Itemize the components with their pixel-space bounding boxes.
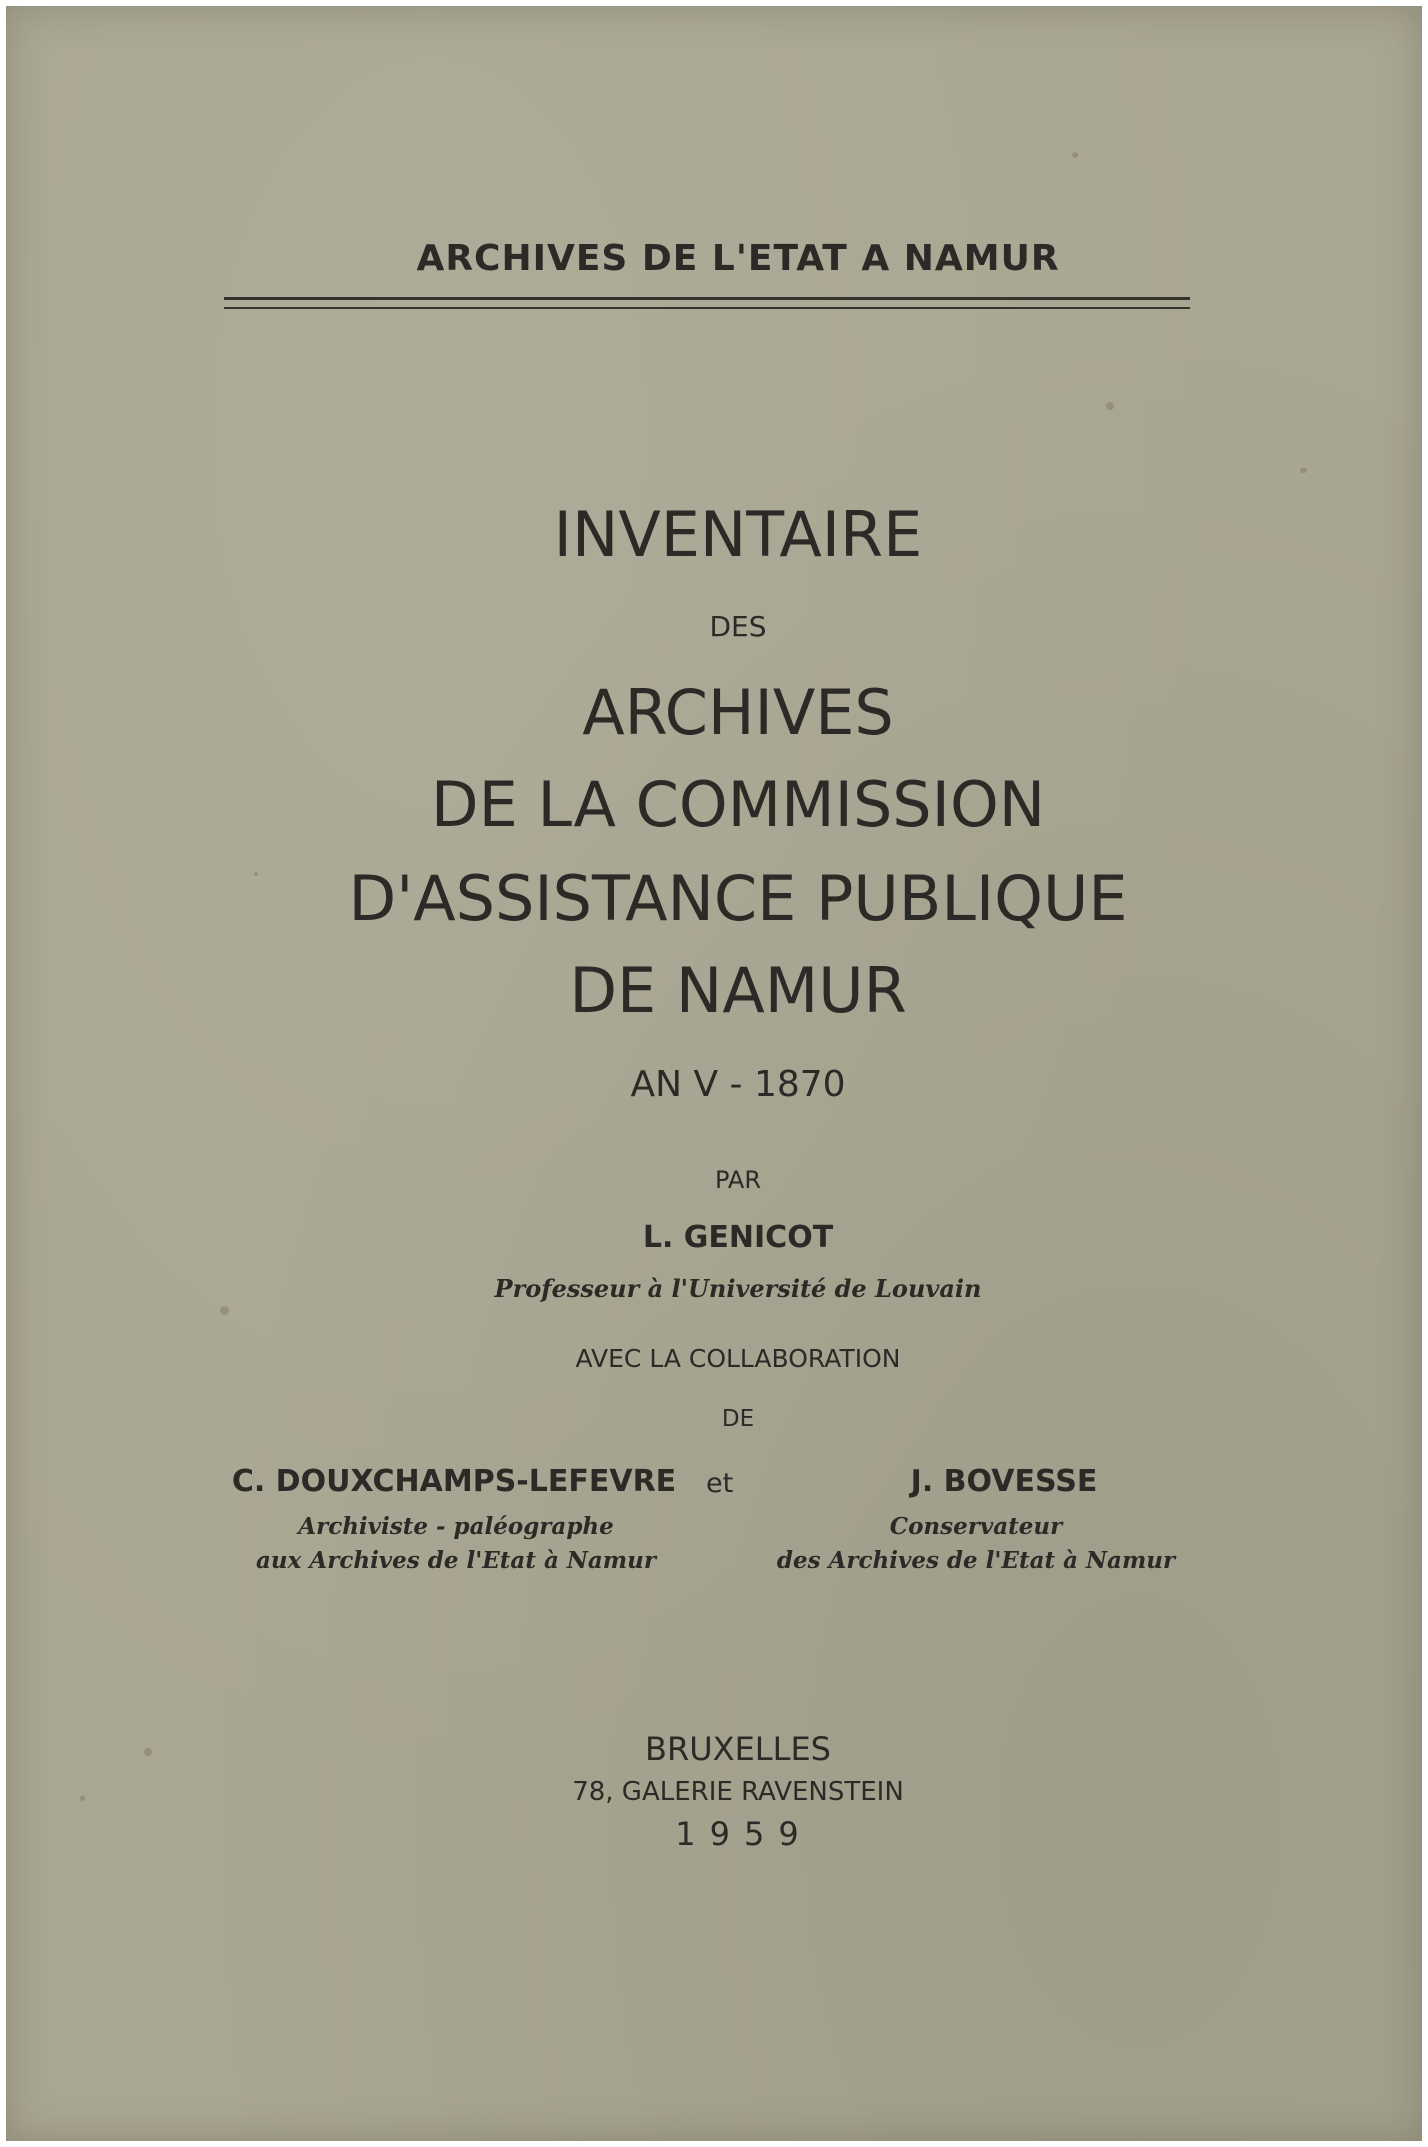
collaborator-left-role-line2: aux Archives de l'Etat à Namur [256, 1547, 656, 1574]
header-rule-bottom [224, 307, 1190, 309]
collaborator-right-role-line2: des Archives de l'Etat à Namur [776, 1547, 1176, 1574]
author-par: PAR [714, 1166, 762, 1194]
collaborator-right-role [766, 1510, 1186, 1578]
collaborator-left-name: C. DOUXCHAMPS-LEFEVRE [231, 1464, 677, 1499]
publisher-address: 78, GALERIE RAVENSTEIN [572, 1777, 904, 1807]
paper-speck [1106, 402, 1114, 410]
title-line-archives: ARCHIVES [582, 676, 894, 749]
collaborator-left-role-line1: Archiviste - paléographe [298, 1513, 614, 1540]
title-line-des: DES [709, 610, 767, 643]
series-title: ARCHIVES DE L'ETAT A NAMUR [416, 238, 1060, 279]
collaborator-left-role [246, 1510, 666, 1578]
publisher-city: BRUXELLES [645, 1730, 831, 1768]
book-cover [6, 6, 1422, 2141]
title-line-assistance: D'ASSISTANCE PUBLIQUE [348, 862, 1128, 935]
collaborator-right-name: J. BOVESSE [910, 1464, 1098, 1499]
title-line-commission: DE LA COMMISSION [430, 768, 1046, 841]
author-role: Professeur à l'Université de Louvain [494, 1274, 982, 1303]
title-years: AN V - 1870 [630, 1064, 846, 1105]
collaboration-conjunction: et [706, 1468, 734, 1499]
collaboration-intro: AVEC LA COLLABORATION [575, 1344, 901, 1373]
header-rule-top [224, 297, 1190, 300]
collaboration-de: DE [721, 1406, 755, 1432]
collaborator-right-role-line1: Conservateur [889, 1513, 1063, 1540]
title-line-inventaire: INVENTAIRE [553, 498, 923, 571]
paper-speck [220, 1306, 229, 1315]
paper-speck [1300, 468, 1307, 473]
paper-speck [1072, 152, 1078, 158]
title-line-namur: DE NAMUR [569, 954, 907, 1027]
collaborator-left [216, 1464, 692, 1499]
publication-year: 1959 [675, 1815, 813, 1853]
author-name: L. GENICOT [642, 1220, 834, 1255]
collaborator-right [746, 1464, 1262, 1499]
